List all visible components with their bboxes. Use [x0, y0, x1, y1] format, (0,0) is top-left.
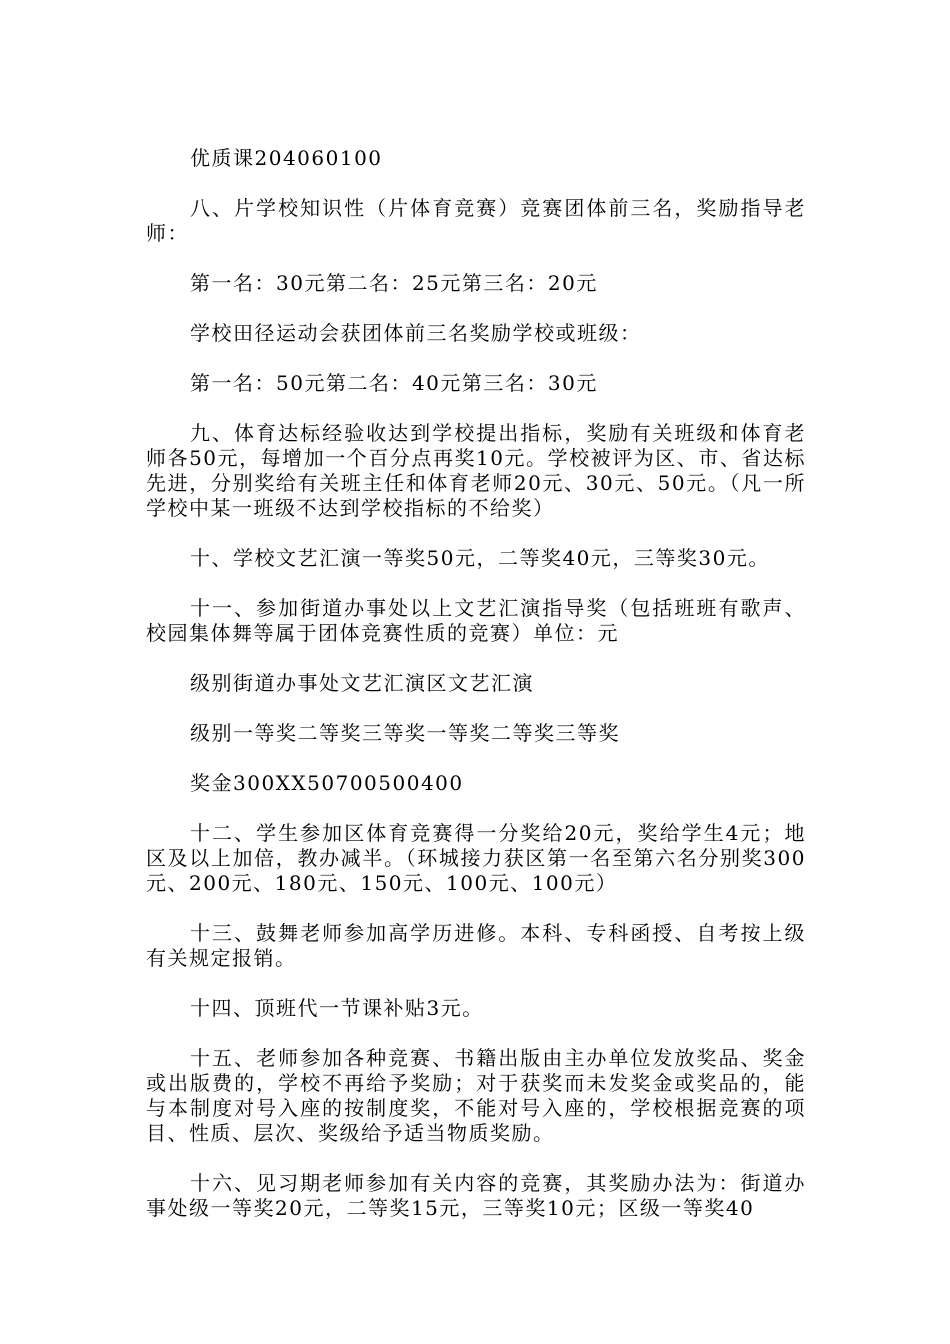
paragraph-item-10: 十、学校文艺汇演一等奖50元，二等奖40元，三等奖30元。: [190, 546, 770, 570]
paragraph-item-8: 八、片学校知识性（片体育竞赛）竞赛团体前三名，奖励指导老师：: [146, 196, 806, 245]
paragraph-quality-lesson: 优质课204060100: [190, 146, 383, 170]
paragraph-item-12: 十二、学生参加区体育竞赛得一分奖给20元，奖给学生4元；地区及以上加倍，教办减半。（环城接力获区第一名至第六名分别奖300元、200元、180元、150元、100元、100元）: [146, 821, 806, 895]
paragraph-level-header: 级别街道办事处文艺汇演区文艺汇演: [190, 671, 534, 695]
paragraph-item-13: 十三、鼓舞老师参加高学历进修。本科、专科函授、自考按上级有关规定报销。: [146, 921, 806, 970]
document-body: [146, 146, 806, 1246]
paragraph-level-awards: 级别一等奖二等奖三等奖一等奖二等奖三等奖: [190, 721, 620, 745]
paragraph-track-meet: 学校田径运动会获团体前三名奖励学校或班级：: [190, 321, 642, 345]
paragraph-item-11: 十一、参加街道办事处以上文艺汇演指导奖（包括班班有歌声、校园集体舞等属于团体竞赛性质的竞赛）单位：元: [146, 596, 806, 645]
paragraph-item-14: 十四、顶班代一节课补贴3元。: [190, 996, 484, 1020]
paragraph-track-meet-prizes: 第一名：50元第二名：40元第三名：30元: [190, 371, 598, 395]
paragraph-item-15: 十五、老师参加各种竞赛、书籍出版由主办单位发放奖品、奖金或出版费的，学校不再给予奖励；对于获奖而未发奖金或奖品的，能与本制度对号入座的按制度奖，不能对号入座的，学校根据竞赛的项目、性质、层次、奖级给予适当物质奖励。: [146, 1046, 806, 1145]
paragraph-item-8-prizes: 第一名：30元第二名：25元第三名：20元: [190, 271, 598, 295]
paragraph-item-9: 九、体育达标经验收达到学校提出指标，奖励有关班级和体育老师各50元，每增加一个百分点再奖10元。学校被评为区、市、省达标先进，分别奖给有关班主任和体育老师20元、30元、50元。（凡一所学校中某一班级不达到学校指标的不给奖）: [146, 421, 806, 520]
paragraph-item-16: 十六、见习期老师参加有关内容的竞赛，其奖励办法为：街道办事处级一等奖20元，二等奖15元，三等奖10元；区级一等奖40: [146, 1171, 806, 1220]
paragraph-bonus-amounts: 奖金300XX50700500400: [190, 771, 464, 795]
